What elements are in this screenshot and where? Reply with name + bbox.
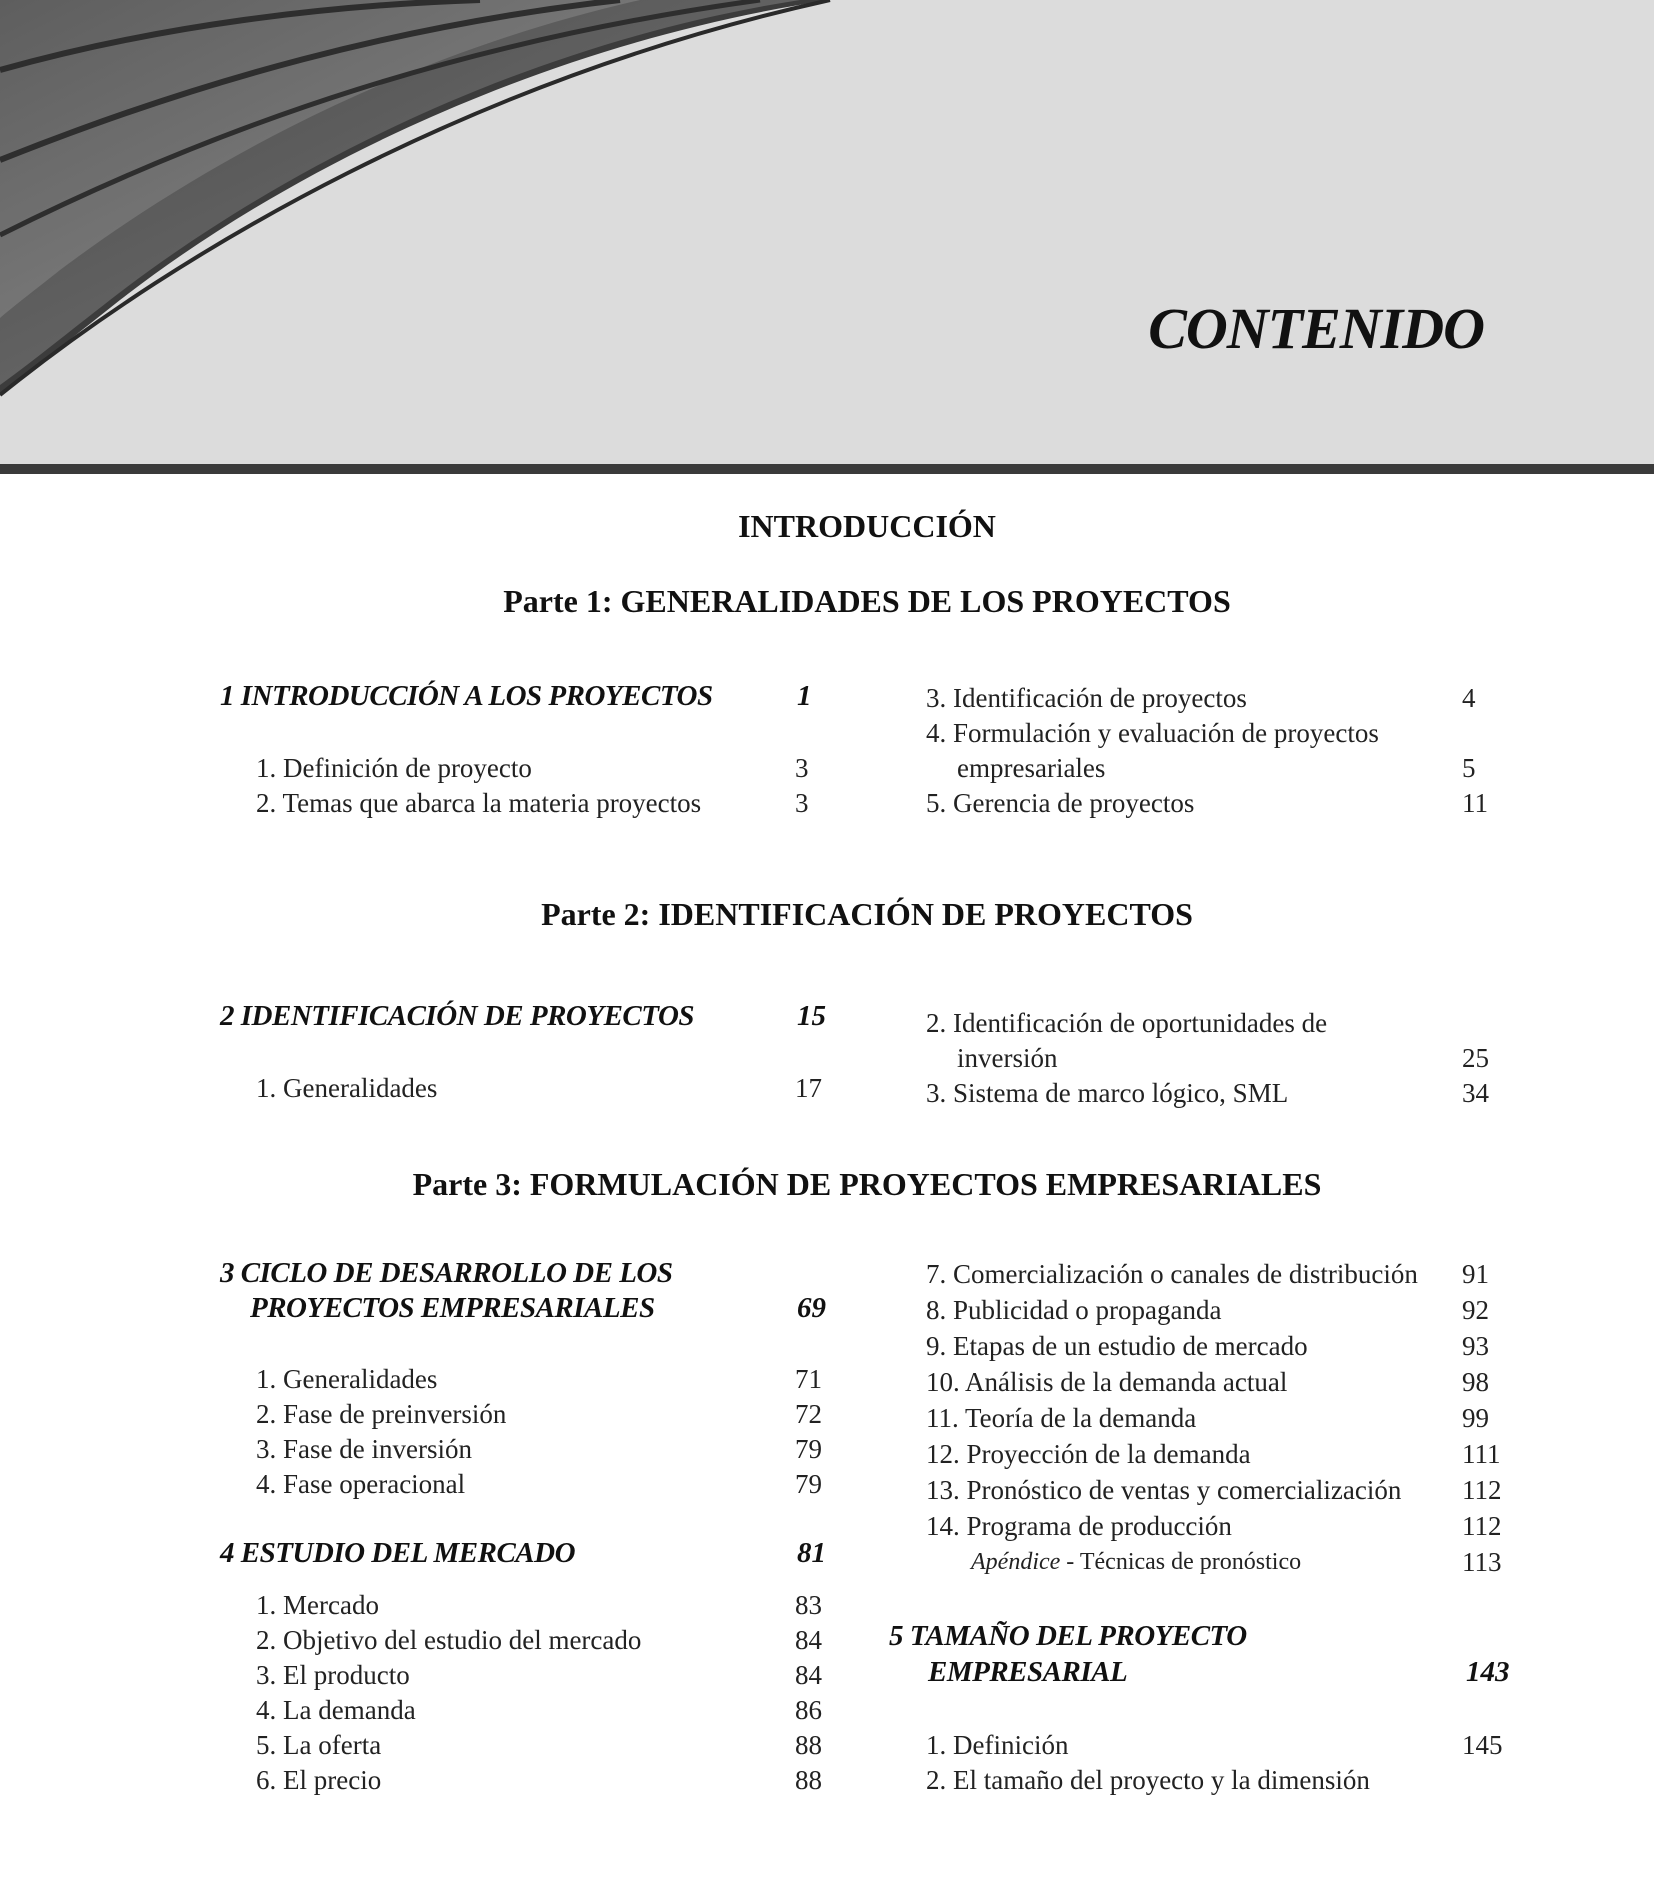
part-1-heading: Parte 1: GENERALIDADES DE LOS PROYECTOS bbox=[503, 583, 1231, 619]
toc-page: 99 bbox=[1462, 1403, 1489, 1433]
toc-page: 79 bbox=[795, 1469, 822, 1499]
part-3-heading: Parte 3: FORMULACIÓN DE PROYECTOS EMPRESARIALES bbox=[412, 1166, 1322, 1202]
chapter-5-title-line2: EMPRESARIAL bbox=[928, 1656, 1128, 1688]
chapter-4-title: 4 ESTUDIO DEL MERCADO bbox=[220, 1537, 576, 1569]
toc-page: 111 bbox=[1462, 1439, 1501, 1469]
chapter-3-title-line1: 3 CICLO DE DESARROLLO DE LOS bbox=[220, 1257, 673, 1289]
toc-item: 3. Fase de inversión bbox=[256, 1434, 472, 1464]
toc-page: 112 bbox=[1462, 1511, 1502, 1541]
toc-page: 84 bbox=[795, 1660, 822, 1690]
toc-item: 2. Fase de preinversión bbox=[256, 1399, 507, 1429]
toc-item: 4. Fase operacional bbox=[256, 1469, 466, 1499]
toc-item: 1. Definición bbox=[926, 1730, 1069, 1760]
toc-item: 3. El producto bbox=[256, 1660, 410, 1690]
toc-page: 71 bbox=[795, 1364, 822, 1394]
toc-page: 4 bbox=[1462, 683, 1476, 713]
header-banner bbox=[0, 0, 1654, 470]
part-2-heading: Parte 2: IDENTIFICACIÓN DE PROYECTOS bbox=[541, 896, 1193, 932]
toc-page: 93 bbox=[1462, 1331, 1489, 1361]
toc-item: 4. La demanda bbox=[256, 1695, 416, 1725]
toc-page: 3 bbox=[795, 753, 809, 783]
toc-page: 113 bbox=[1462, 1547, 1502, 1577]
toc-item: empresariales bbox=[957, 753, 1106, 783]
chapter-4-page: 81 bbox=[797, 1537, 826, 1569]
chapter-3-title-line2: PROYECTOS EMPRESARIALES bbox=[250, 1292, 655, 1324]
toc-item: 1. Generalidades bbox=[256, 1073, 438, 1103]
toc-page: 91 bbox=[1462, 1259, 1489, 1289]
toc-item: 5. Gerencia de proyectos bbox=[926, 788, 1195, 818]
chapter-2-title: 2 IDENTIFICACIÓN DE PROYECTOS bbox=[220, 1000, 695, 1032]
toc-page: 112 bbox=[1462, 1475, 1502, 1505]
page-title: CONTENIDO bbox=[1148, 296, 1484, 361]
toc-item: 9. Etapas de un estudio de mercado bbox=[926, 1331, 1308, 1361]
toc-page: 92 bbox=[1462, 1295, 1489, 1325]
toc-item: 5. La oferta bbox=[256, 1730, 382, 1760]
toc-item: 11. Teoría de la demanda bbox=[926, 1403, 1197, 1433]
toc-page: 79 bbox=[795, 1434, 822, 1464]
toc-page: 11 bbox=[1462, 788, 1488, 818]
toc-page: 88 bbox=[795, 1765, 822, 1795]
header-divider bbox=[0, 464, 1654, 474]
toc-item: 2. Temas que abarca la materia proyectos bbox=[256, 788, 702, 818]
toc-item: 2. Objetivo del estudio del mercado bbox=[256, 1625, 642, 1655]
toc-item: 6. El precio bbox=[256, 1765, 382, 1795]
chapter-5-title-line1: 5 TAMAÑO DEL PROYECTO bbox=[889, 1620, 1247, 1652]
toc-page: 25 bbox=[1462, 1043, 1489, 1073]
toc-item: 2. El tamaño del proyecto y la dimensión bbox=[926, 1765, 1370, 1795]
appendix-rest: - Técnicas de pronóstico bbox=[1060, 1549, 1302, 1575]
chapter-3-page: 69 bbox=[797, 1292, 826, 1324]
toc-item: 1. Generalidades bbox=[256, 1364, 438, 1394]
toc-item: 2. Identificación de oportunidades de bbox=[926, 1008, 1328, 1038]
toc-page: 17 bbox=[795, 1073, 822, 1103]
toc-item: 1. Mercado bbox=[256, 1590, 379, 1620]
toc-page: 5 bbox=[1462, 753, 1476, 783]
toc-page: 83 bbox=[795, 1590, 822, 1620]
appendix-item bbox=[971, 1549, 1301, 1576]
toc-item: 4. Formulación y evaluación de proyectos bbox=[926, 718, 1379, 748]
chapter-2-page: 15 bbox=[797, 1000, 826, 1032]
chapter-1-title: 1 INTRODUCCIÓN A LOS PROYECTOS bbox=[220, 680, 713, 712]
chapter-5-page: 143 bbox=[1466, 1656, 1510, 1688]
swoosh-graphic bbox=[0, 0, 1654, 470]
toc-page: 3 bbox=[795, 788, 809, 818]
chapter-1-page: 1 bbox=[797, 680, 812, 712]
toc-item: inversión bbox=[957, 1043, 1058, 1073]
toc-item: 7. Comercialización o canales de distribución bbox=[926, 1259, 1418, 1289]
toc-item: 1. Definición de proyecto bbox=[256, 753, 532, 783]
appendix-italic: Apéndice bbox=[971, 1549, 1061, 1575]
toc-item: 3. Identificación de proyectos bbox=[926, 683, 1247, 713]
toc-page: 145 bbox=[1462, 1730, 1503, 1760]
toc-page: 88 bbox=[795, 1730, 822, 1760]
toc-item: 13. Pronóstico de ventas y comercialización bbox=[926, 1475, 1402, 1505]
toc-item: 8. Publicidad o propaganda bbox=[926, 1295, 1222, 1325]
toc-item: 12. Proyección de la demanda bbox=[926, 1439, 1251, 1469]
toc-item: 14. Programa de producción bbox=[926, 1511, 1232, 1541]
toc-page: 72 bbox=[795, 1399, 822, 1429]
toc-item: 3. Sistema de marco lógico, SML bbox=[926, 1078, 1289, 1108]
intro-heading: INTRODUCCIÓN bbox=[738, 508, 996, 544]
toc-page: 98 bbox=[1462, 1367, 1489, 1397]
toc-page: 34 bbox=[1462, 1078, 1489, 1108]
toc-page: 84 bbox=[795, 1625, 822, 1655]
toc-item: 10. Análisis de la demanda actual bbox=[926, 1367, 1288, 1397]
toc-page: 86 bbox=[795, 1695, 822, 1725]
